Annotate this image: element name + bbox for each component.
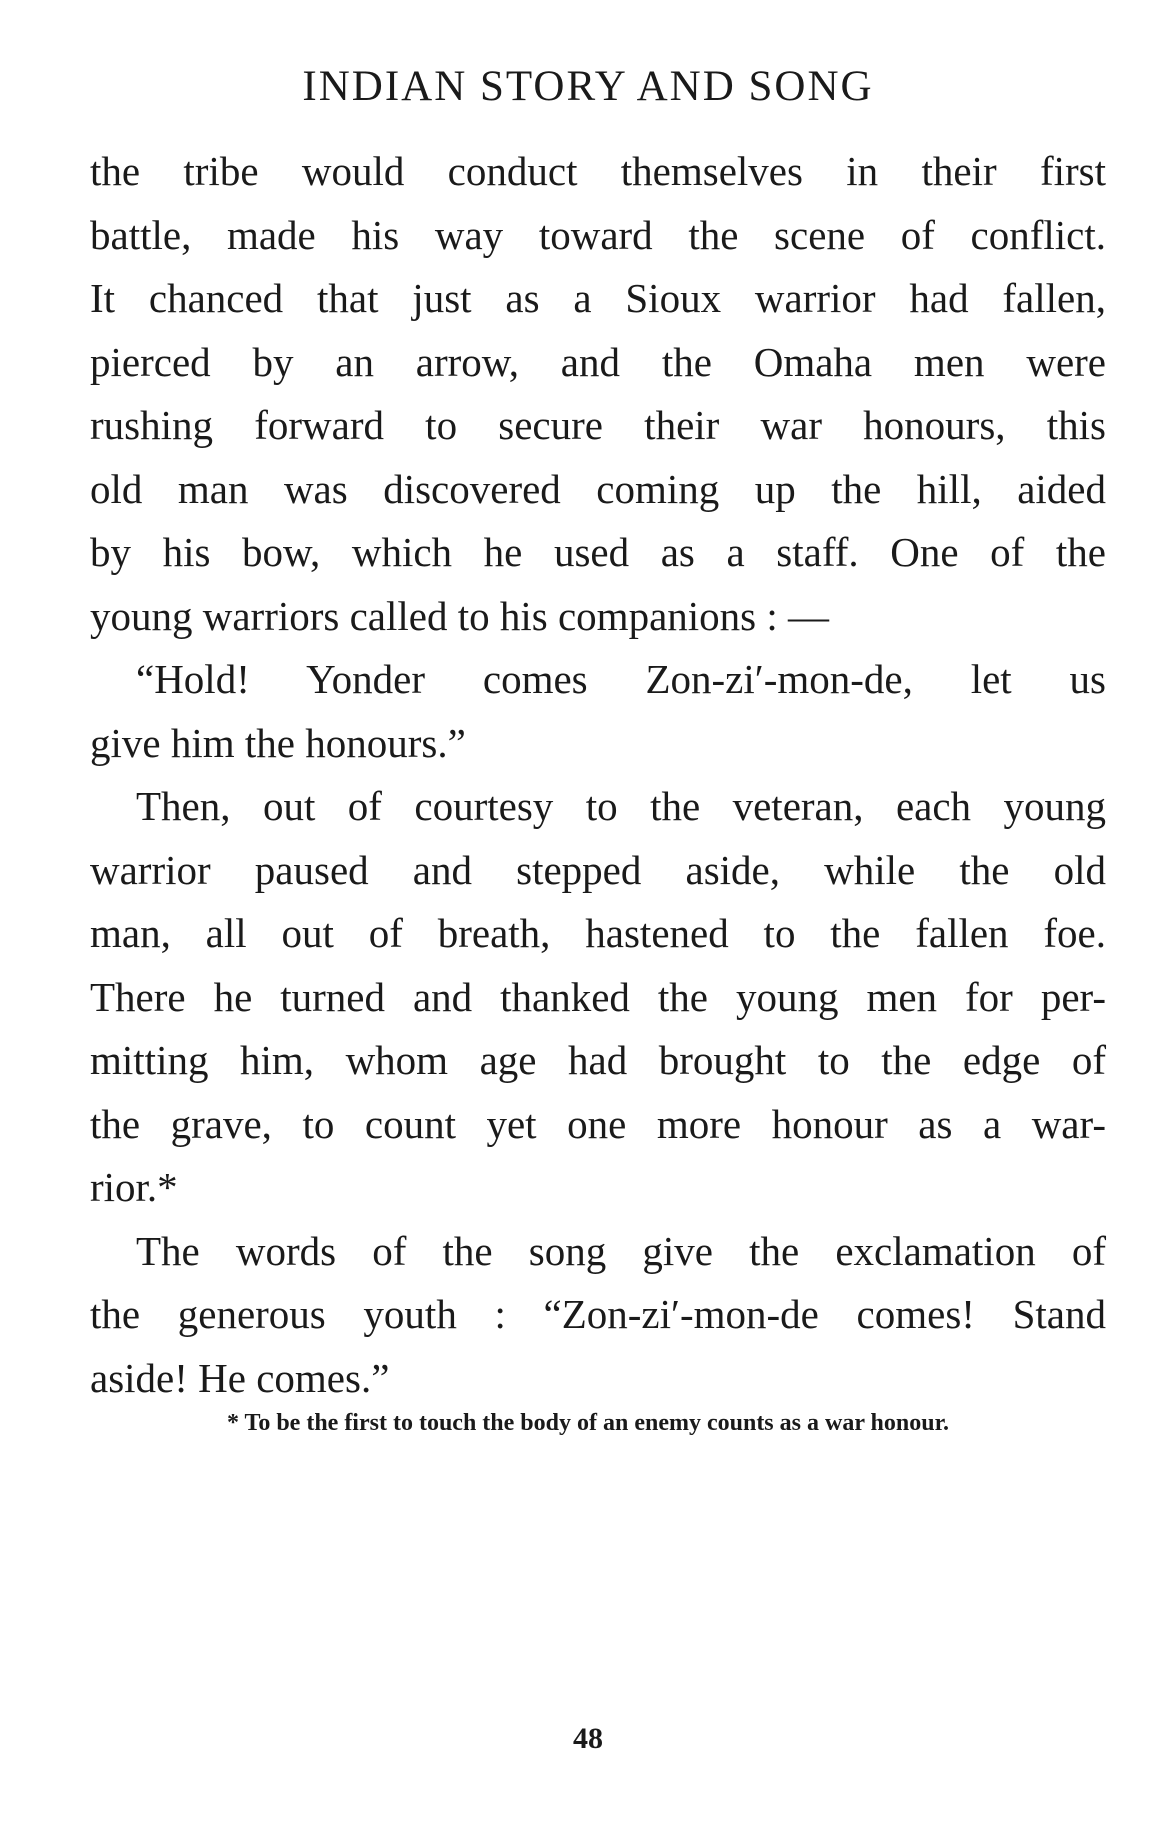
body-text <box>90 140 1106 1410</box>
text-line: the generous youth : “Zon-zi′-mon-de comes! Stand <box>90 1291 1106 1337</box>
text-line: aside! He comes.” <box>90 1354 390 1401</box>
text-line: There he turned and thanked the young men for per- <box>90 973 1106 1020</box>
text-line: The words of the song give the exclamation of <box>136 1227 1106 1274</box>
text-line: Then, out of courtesy to the veteran, each young <box>136 783 1106 829</box>
text-line: old man was discovered coming up the hill, aided <box>90 465 1106 512</box>
running-head: INDIAN STORY AND SONG <box>302 63 874 110</box>
text-line: rior.* <box>90 1164 178 1210</box>
paragraph <box>90 648 1106 775</box>
text-line: give him the honours.” <box>90 719 466 766</box>
text-line: warrior paused and stepped aside, while the old <box>90 846 1106 893</box>
text-line: “Hold! Yonder comes Zon-zi′-mon-de, let us <box>136 656 1106 702</box>
text-line: battle, made his way toward the scene of conflict. <box>90 211 1106 258</box>
text-line: by his bow, which he used as a staff. One of the <box>90 529 1106 575</box>
text-line: mitting him, whom age had brought to the edge of <box>90 1037 1106 1083</box>
paragraph <box>90 1220 1106 1411</box>
text-line: rushing forward to secure their war honours, this <box>90 402 1106 448</box>
text-line: pierced by an arrow, and the Omaha men were <box>90 338 1106 385</box>
text-line: young warriors called to his companions : — <box>90 592 830 639</box>
text-line: the grave, to count yet one more honour as a war- <box>90 1100 1106 1147</box>
paragraph <box>90 775 1106 1220</box>
text-line: man, all out of breath, hastened to the fallen foe. <box>90 910 1106 956</box>
page-number: 48 <box>573 1722 603 1755</box>
paragraph <box>90 140 1106 648</box>
text-line: It chanced that just as a Sioux warrior had fallen, <box>90 275 1106 321</box>
text-line: the tribe would conduct themselves in their first <box>90 148 1106 194</box>
footnote: * To be the first to touch the body of an enemy counts as a war honour. <box>226 1410 950 1436</box>
